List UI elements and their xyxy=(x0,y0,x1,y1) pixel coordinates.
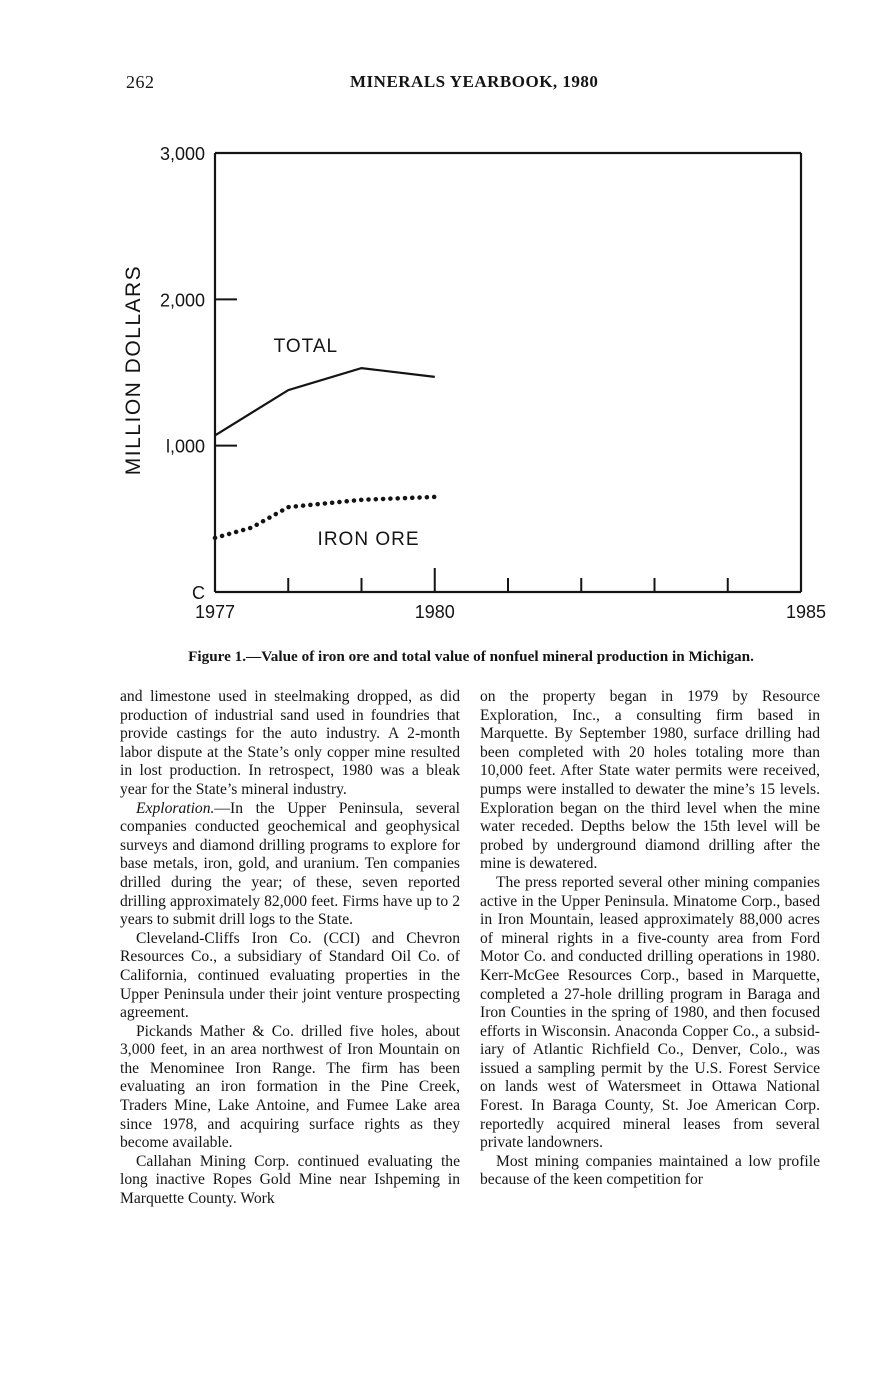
paragraph xyxy=(120,930,460,1023)
body-column-left xyxy=(120,688,460,1209)
series-label-total: TOTAL xyxy=(273,336,339,358)
x-tick-label: 1980 xyxy=(414,602,455,622)
series-line-total xyxy=(215,368,435,435)
running-title: MINERALS YEARBOOK, 1980 xyxy=(350,72,599,91)
run-in-heading: Exploration. xyxy=(136,799,215,817)
paragraph xyxy=(120,1153,460,1209)
x-tick-label: 1985 xyxy=(785,602,827,622)
paragraph xyxy=(480,874,820,1153)
paragraph-text: Most mining companies maintained a low profile because of the keen competition for xyxy=(480,1152,820,1189)
x-tick-label: 1977 xyxy=(194,602,236,622)
figure-1-chart xyxy=(0,130,869,630)
paragraph-text: —In the Upper Peninsula, several companies conducted geochemical and geophysical surveys and diamond drilling programs to explore for base metals, iron, gold, and uranium. Ten companies drilled during the year; of these, seven reported drilling approximately 82,000 feet. Firms have up to 2 years to submit drill logs to the State. xyxy=(120,799,460,929)
y-tick-label: l,000 xyxy=(165,436,205,457)
page-number: 262 xyxy=(126,72,155,92)
paragraph-text: and limestone used in steelmaking dropped, as did production of industrial sand used in foundries that provide castings for the auto industry. A 2-month labor dispute at the State’s only copper mine resulted in lost production. In retrospect, 1980 was a bleak year for the State’s mineral industry. xyxy=(120,688,460,798)
paragraph xyxy=(120,1023,460,1153)
paragraph xyxy=(480,688,820,874)
paragraph-text: Pickands Mather & Co. drilled five holes, about 3,000 feet, in an area northwest of Iron Mountain on the Menominee Iron Range. The firm has been evaluating an iron formation in the Pine Creek, Traders Mine, Lake Antoine, and Fumee Lake area since 1978, and acquiring surface rights as they become available. xyxy=(120,1022,460,1152)
paragraph-text: Callahan Mining Corp. continued evaluating the long inactive Ropes Gold Mine near Ishpeming in Marquette County. Work xyxy=(120,1152,460,1208)
paragraph xyxy=(120,688,460,800)
figure-caption: Figure 1.—Value of iron ore and total value of nonfuel mineral production in Michigan. xyxy=(188,648,754,665)
series-label-iron-ore: IRON ORE xyxy=(317,529,420,551)
paragraph-text: Cleveland-Cliffs Iron Co. (CCI) and Chevron Resources Co., a subsidiary of Standard Oil Co. of California, continued evaluating properties in the Upper Peninsula under their joint venture prospecting agreement. xyxy=(120,929,460,1022)
paragraph-text: on the property began in 1979 by Resource Exploration, Inc., a consulting firm based in Marquette. By September 1980, surface drilling had been completed with 20 holes totaling more than 10,000 feet. After State water permits were received, pumps were installed to dewater the mine’s 15 levels. Exploration began on the third level when the mine water receded. Depths below the 15th level will be probed by underground diamond drilling after the mine is dewatered. xyxy=(480,688,820,873)
y-tick-label: 3,000 xyxy=(159,144,205,164)
paragraph xyxy=(480,1153,820,1190)
paragraph xyxy=(120,800,460,930)
body-column-right xyxy=(480,688,820,1190)
chart-frame xyxy=(215,153,801,592)
y-axis-label: MILLION DOLLARS xyxy=(122,264,145,476)
y-tick-label: C xyxy=(192,583,205,603)
paragraph-text: The press reported several other mining companies active in the Upper Peninsula. Minatome Corp., based in Iron Mountain, leased approximately 88,000 acres of mineral rights in a five-county area from Ford Motor Co. and conducted drilling operations in 1980. Kerr-McGee Resources Corp., based in Marquette, completed a 27-hole drilling program in Baraga and Iron Counties in the spring of 1980, and then focused efforts in Wisconsin. Anaconda Copper Co., a subsidiary of Atlantic Richfield Co., Denver, Colo., was issued a sampling permit by the U.S. Forest Service on lands west of Watersmeet in Ottawa National Forest. In Baraga County, St. Joe American Corp. reportedly acquired mineral leases from several private landowners. xyxy=(480,873,820,1152)
y-tick-label: 2,000 xyxy=(159,290,205,311)
